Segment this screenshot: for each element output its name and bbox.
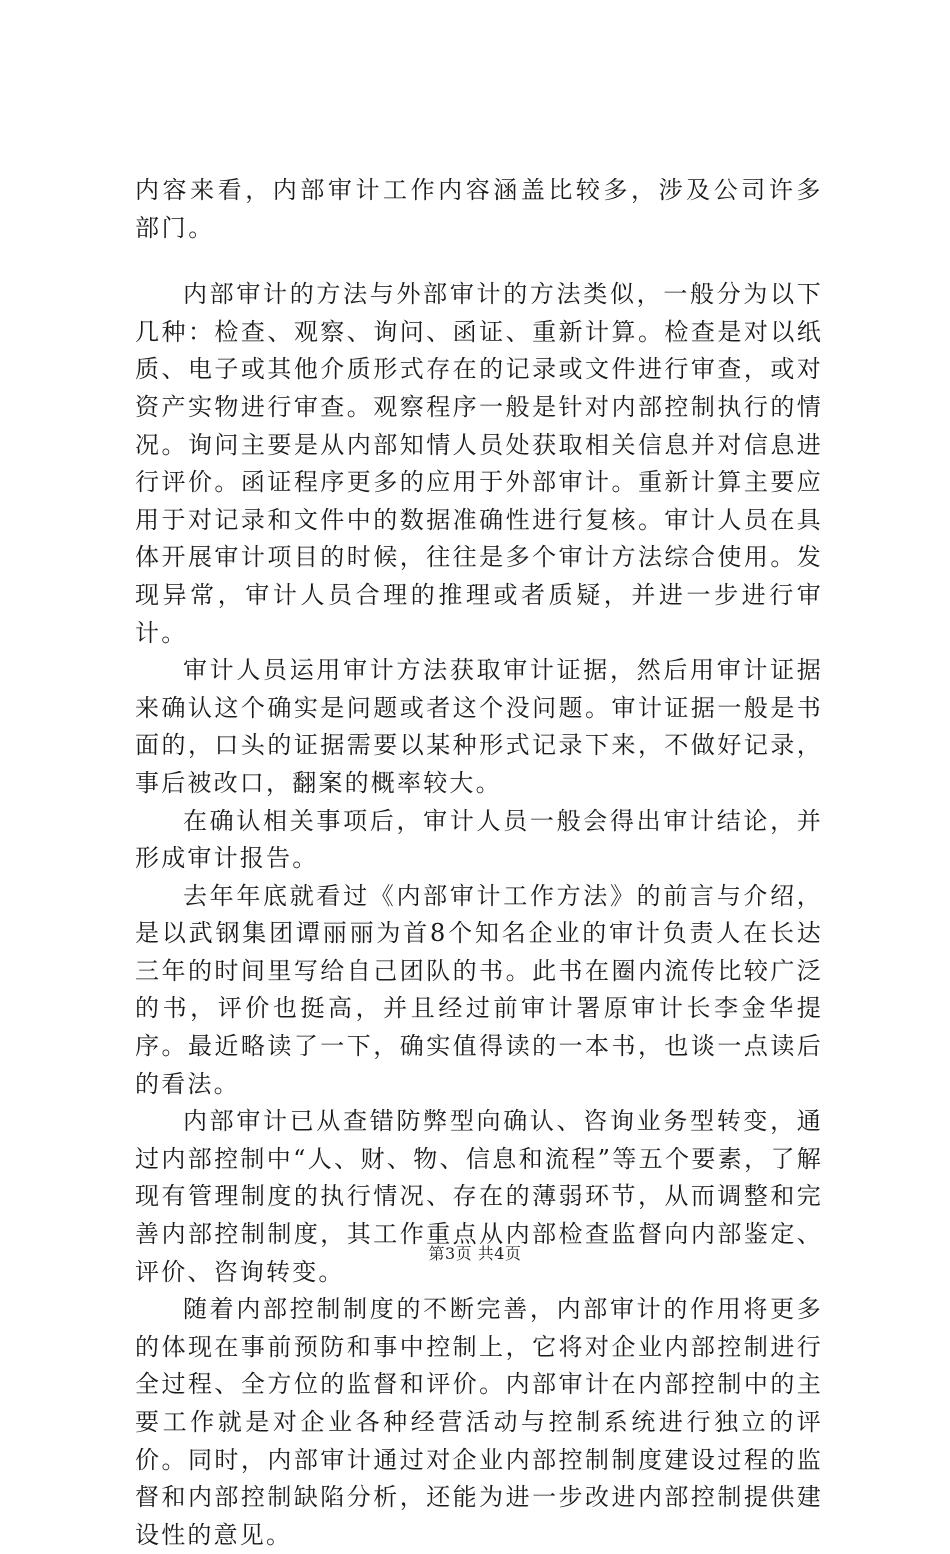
paragraph-audit-report: 在确认相关事项后，审计人员一般会得出审计结论，并形成审计报告。	[135, 806, 823, 873]
paragraph-audit-transformation: 内部审计已从查错防弊型向确认、咨询业务型转变，通过内部控制中“人、财、物、信息和流程”等五个要素，了解现有管理制度的执行情况、存在的薄弱环节，从而调整和完善内部控制制度，其工作重点从内部检查监督向内部鉴定、评价、咨询转变。	[135, 1107, 823, 1286]
paragraph-gap	[135, 247, 823, 276]
paragraph-book-intro: 去年年底就看过《内部审计工作方法》的前言与介绍，是以武钢集团谭丽丽为首8个知名企业的审计负责人在长达三年的时间里写给自己团队的书。此书在圈内流传比较广泛的书，评价也挺高，并且经过前审计署原审计长李金华提序。最近略读了一下，确实值得读的一本书，也谈一点读后的看法。	[135, 881, 823, 1098]
document-body	[135, 172, 823, 1554]
paragraph-continued: 内容来看，内部审计工作内容涵盖比较多，涉及公司许多部门。	[135, 176, 823, 242]
page-number: 第3页 共4页	[428, 1244, 522, 1263]
paragraph-audit-evidence: 审计人员运用审计方法获取审计证据，然后用审计证据来确认这个确实是问题或者这个没问题。审计证据一般是书面的，口头的证据需要以某种形式记录下来，不做好记录，事后被改口，翻案的概率较大。	[135, 656, 823, 797]
paragraph-audit-methods: 内部审计的方法与外部审计的方法类似，一般分为以下几种：检查、观察、询问、函证、重新计算。检查是对以纸质、电子或其他介质形式存在的记录或文件进行审查，或对资产实物进行审查。观察程序一般是针对内部控制执行的情况。询问主要是从内部知情人员处获取相关信息并对信息进行评价。函证程序更多的应用于外部审计。重新计算主要应用于对记录和文件中的数据准确性进行复核。审计人员在具体开展审计项目的时候，往往是多个审计方法综合使用。发现异常，审计人员合理的推理或者质疑，并进一步进行审计。	[135, 280, 823, 647]
paragraph-internal-control: 随着内部控制制度的不断完善，内部审计的作用将更多的体现在事前预防和事中控制上，它将对企业内部控制进行全过程、全方位的监督和评价。内部审计在内部控制中的主要工作就是对企业各种经营活动与控制系统进行独立的评价。同时，内部审计通过对企业内部控制制度建设过程的监督和内部控制缺陷分析，还能为进一步改进内部控制提供建设性的意见。	[135, 1295, 823, 1549]
